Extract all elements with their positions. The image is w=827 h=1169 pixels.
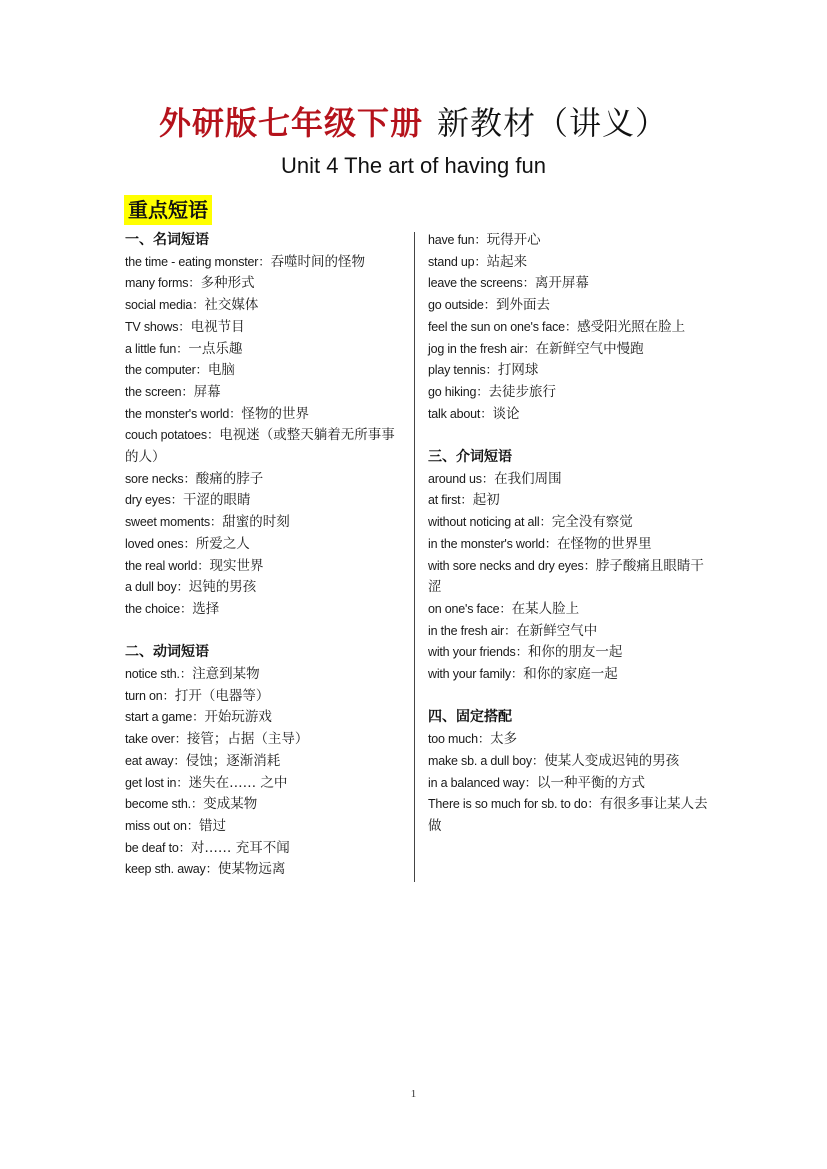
phrase-chinese: 怪物的世界 (241, 405, 309, 422)
phrase-chinese: 完全没有察觉 (551, 514, 633, 531)
phrase-english: in the monster's world： (428, 536, 558, 551)
phrase-english: the real world： (125, 558, 210, 573)
noun-phrases-heading: 一、名词短语 (125, 232, 209, 248)
phrase-entry (428, 751, 710, 773)
phrase-english: make sb. a dull boy： (428, 753, 545, 768)
phrase-entry (428, 404, 710, 426)
verb-phrases-heading: 二、动词短语 (125, 644, 209, 661)
phrase-entry (428, 729, 710, 751)
phrase-entry (125, 816, 407, 838)
phrase-chinese: 电视节目 (190, 318, 245, 335)
phrase-chinese: 对…… 充耳不闻 (190, 839, 290, 856)
phrase-chinese: 注意到某物 (192, 666, 260, 683)
phrase-chinese: 电视迷（或整天躺着无所事事的人） (125, 427, 395, 466)
section-badge: 重点短语 (124, 195, 212, 225)
phrase-english: a little fun： (125, 341, 189, 356)
page-title (0, 101, 827, 145)
phrase-english: too much： (428, 732, 491, 747)
phrase-english: go hiking： (428, 384, 489, 399)
phrase-chinese: 打网球 (497, 362, 539, 379)
phrase-english: feel the sun on one's face： (428, 319, 578, 334)
phrase-entry (125, 664, 407, 686)
phrase-chinese: 打开（电器等） (174, 687, 270, 704)
phrase-entry (428, 490, 710, 512)
left-column (125, 230, 407, 881)
phrase-chinese: 去徒步旅行 (488, 383, 557, 400)
phrase-entry (428, 599, 710, 621)
phrase-english: on one's face： (428, 601, 512, 616)
phrase-entry (428, 773, 710, 795)
phrase-entry (125, 512, 407, 534)
phrase-entry (428, 317, 710, 339)
phrase-entry (428, 794, 710, 837)
phrase-chinese: 感受阳光照在脸上 (577, 318, 686, 335)
phrase-entry (125, 534, 407, 556)
phrase-english: couch potatoes： (125, 428, 220, 443)
phrase-chinese: 和你的朋友一起 (527, 644, 623, 661)
prep-phrase-list (428, 469, 710, 686)
phrase-english: take over： (125, 732, 187, 747)
phrase-entry (125, 729, 407, 751)
phrase-entry (428, 339, 710, 361)
phrase-entry (428, 273, 710, 295)
phrase-english: play tennis： (428, 363, 498, 378)
phrase-english: a dull boy： (125, 580, 189, 595)
noun-phrase-list (125, 252, 407, 621)
phrase-chinese: 在我们周围 (494, 470, 562, 487)
phrase-english: sweet moments： (125, 515, 223, 530)
phrase-english: the choice： (125, 601, 193, 616)
phrase-chinese: 使某人变成迟钝的男孩 (544, 752, 680, 769)
phrase-english: turn on： (125, 688, 175, 703)
phrase-chinese: 在某人脸上 (511, 600, 580, 617)
phrase-english: have fun： (428, 233, 487, 247)
page-title-black: 新教材（讲义） (437, 104, 669, 142)
phrase-chinese: 选择 (192, 600, 220, 617)
page-subtitle: Unit 4 The art of having fun (281, 153, 546, 178)
phrase-chinese: 接管；占据（主导） (186, 731, 309, 748)
phrase-chinese: 在新鲜空气中 (516, 622, 598, 639)
phrase-english: start a game： (125, 710, 205, 725)
phrase-chinese: 所爱之人 (195, 535, 250, 552)
phrase-chinese: 干涩的眼睛 (182, 492, 251, 509)
phrase-english: stand up： (428, 254, 487, 269)
phrase-chinese: 甜蜜的时刻 (222, 514, 290, 531)
phrase-entry (428, 230, 710, 252)
phrase-entry (125, 707, 407, 729)
phrase-chinese: 以一种平衡的方式 (536, 774, 645, 791)
phrase-english: the computer： (125, 363, 208, 378)
phrase-chinese: 迟钝的男孩 (188, 579, 257, 596)
phrase-english: social media： (125, 298, 205, 313)
phrase-entry (125, 273, 407, 295)
phrase-english: around us： (428, 471, 495, 486)
phrase-entry (428, 252, 710, 274)
phrase-entry (125, 577, 407, 599)
phrase-english: miss out on： (125, 818, 200, 833)
phrase-chinese: 有很多事让某人去做 (428, 796, 708, 834)
phrase-entry (125, 382, 407, 404)
phrase-entry (428, 664, 710, 686)
phrase-english: sore necks： (125, 471, 196, 486)
phrase-entry (428, 556, 710, 599)
phrase-entry (125, 425, 407, 468)
phrase-english: at first： (428, 493, 473, 508)
phrase-entry (125, 556, 407, 578)
phrase-chinese: 在怪物的世界里 (557, 535, 652, 552)
phrase-entry (125, 859, 407, 881)
phrase-english: leave the screens： (428, 276, 535, 291)
phrase-entry (125, 317, 407, 339)
right-column (428, 230, 710, 838)
phrase-chinese: 一点乐趣 (188, 340, 243, 357)
prep-phrases-heading: 三、介词短语 (428, 449, 512, 466)
phrase-chinese: 起初 (472, 492, 500, 509)
phrase-entry (428, 621, 710, 643)
phrase-english: in the fresh air： (428, 623, 517, 638)
phrase-english: dry eyes： (125, 493, 183, 508)
phrase-entry (125, 599, 407, 621)
page-number: 1 (410, 1088, 417, 1100)
phrase-english: TV shows： (125, 319, 191, 334)
phrase-english: eat away： (125, 753, 186, 768)
phrase-entry (125, 404, 407, 426)
phrase-entry (428, 360, 710, 382)
phrase-english: get lost in： (125, 775, 189, 790)
phrase-entry (125, 773, 407, 795)
phrase-chinese: 社交媒体 (204, 297, 259, 314)
verb-phrase-list-continued (428, 230, 710, 425)
phrase-entry (428, 642, 710, 664)
phrase-chinese: 迷失在…… 之中 (188, 774, 288, 791)
phrase-english: in a balanced way： (428, 775, 537, 790)
verb-phrase-list (125, 664, 407, 881)
phrase-entry (125, 794, 407, 816)
fixed-phrase-list (428, 729, 710, 838)
phrase-chinese: 现实世界 (209, 557, 264, 574)
phrase-chinese: 错过 (199, 817, 227, 834)
phrase-chinese: 到外面去 (496, 297, 550, 314)
phrase-chinese: 侵蚀；逐渐消耗 (185, 752, 281, 769)
phrase-chinese: 脖子酸痛且眼睛干涩 (428, 557, 704, 596)
phrase-english: talk about： (428, 406, 493, 421)
phrase-entry (125, 838, 407, 860)
phrase-chinese: 玩得开心 (486, 232, 541, 248)
phrase-entry (125, 686, 407, 708)
phrase-english: many forms： (125, 276, 201, 291)
phrase-english: with sore necks and dry eyes： (428, 558, 596, 573)
phrase-english: be deaf to： (125, 840, 191, 855)
phrase-english: jog in the fresh air： (428, 341, 536, 356)
phrase-chinese: 在新鲜空气中慢跑 (535, 340, 644, 357)
fixed-phrases-heading: 四、固定搭配 (428, 709, 512, 726)
phrase-entry (125, 360, 407, 382)
phrase-english: with your family： (428, 667, 524, 682)
phrase-english: There is so much for sb. to do： (428, 797, 600, 812)
phrase-chinese: 变成某物 (203, 796, 258, 813)
phrase-english: with your friends： (428, 645, 528, 660)
phrase-entry (125, 469, 407, 491)
phrase-english: without noticing at all： (428, 515, 552, 530)
phrase-entry (125, 295, 407, 317)
phrase-english: loved ones： (125, 536, 196, 551)
phrase-english: the time - eating monster： (125, 254, 271, 269)
phrase-chinese: 离开屏幕 (534, 275, 589, 292)
phrase-entry (428, 512, 710, 534)
phrase-chinese: 站起来 (486, 253, 528, 270)
phrase-chinese: 酸痛的脖子 (195, 470, 264, 487)
phrase-entry (125, 751, 407, 773)
phrase-entry (428, 534, 710, 556)
phrase-chinese: 屏幕 (193, 383, 221, 400)
phrase-english: the monster's world： (125, 406, 242, 421)
phrase-chinese: 谈论 (492, 405, 520, 422)
phrase-chinese: 开始玩游戏 (204, 709, 272, 726)
page-title-red: 外研版七年级下册 (158, 104, 423, 142)
phrase-chinese: 多种形式 (200, 275, 255, 292)
phrase-english: go outside： (428, 298, 496, 313)
phrase-chinese: 使某物远离 (217, 861, 286, 878)
phrase-entry (125, 490, 407, 512)
phrase-entry (125, 339, 407, 361)
phrase-english: the screen： (125, 384, 194, 399)
phrase-chinese: 吞噬时间的怪物 (270, 253, 366, 270)
phrase-entry (125, 252, 407, 274)
phrase-chinese: 电脑 (207, 362, 235, 379)
phrase-english: keep sth. away： (125, 862, 218, 877)
phrase-chinese: 和你的家庭一起 (523, 666, 618, 683)
phrase-entry (428, 469, 710, 491)
phrase-english: notice sth.： (125, 667, 193, 682)
phrase-chinese: 太多 (490, 731, 518, 748)
column-divider (414, 232, 415, 882)
phrase-entry (428, 382, 710, 404)
phrase-entry (428, 295, 710, 317)
phrase-english: become sth.： (125, 797, 204, 812)
